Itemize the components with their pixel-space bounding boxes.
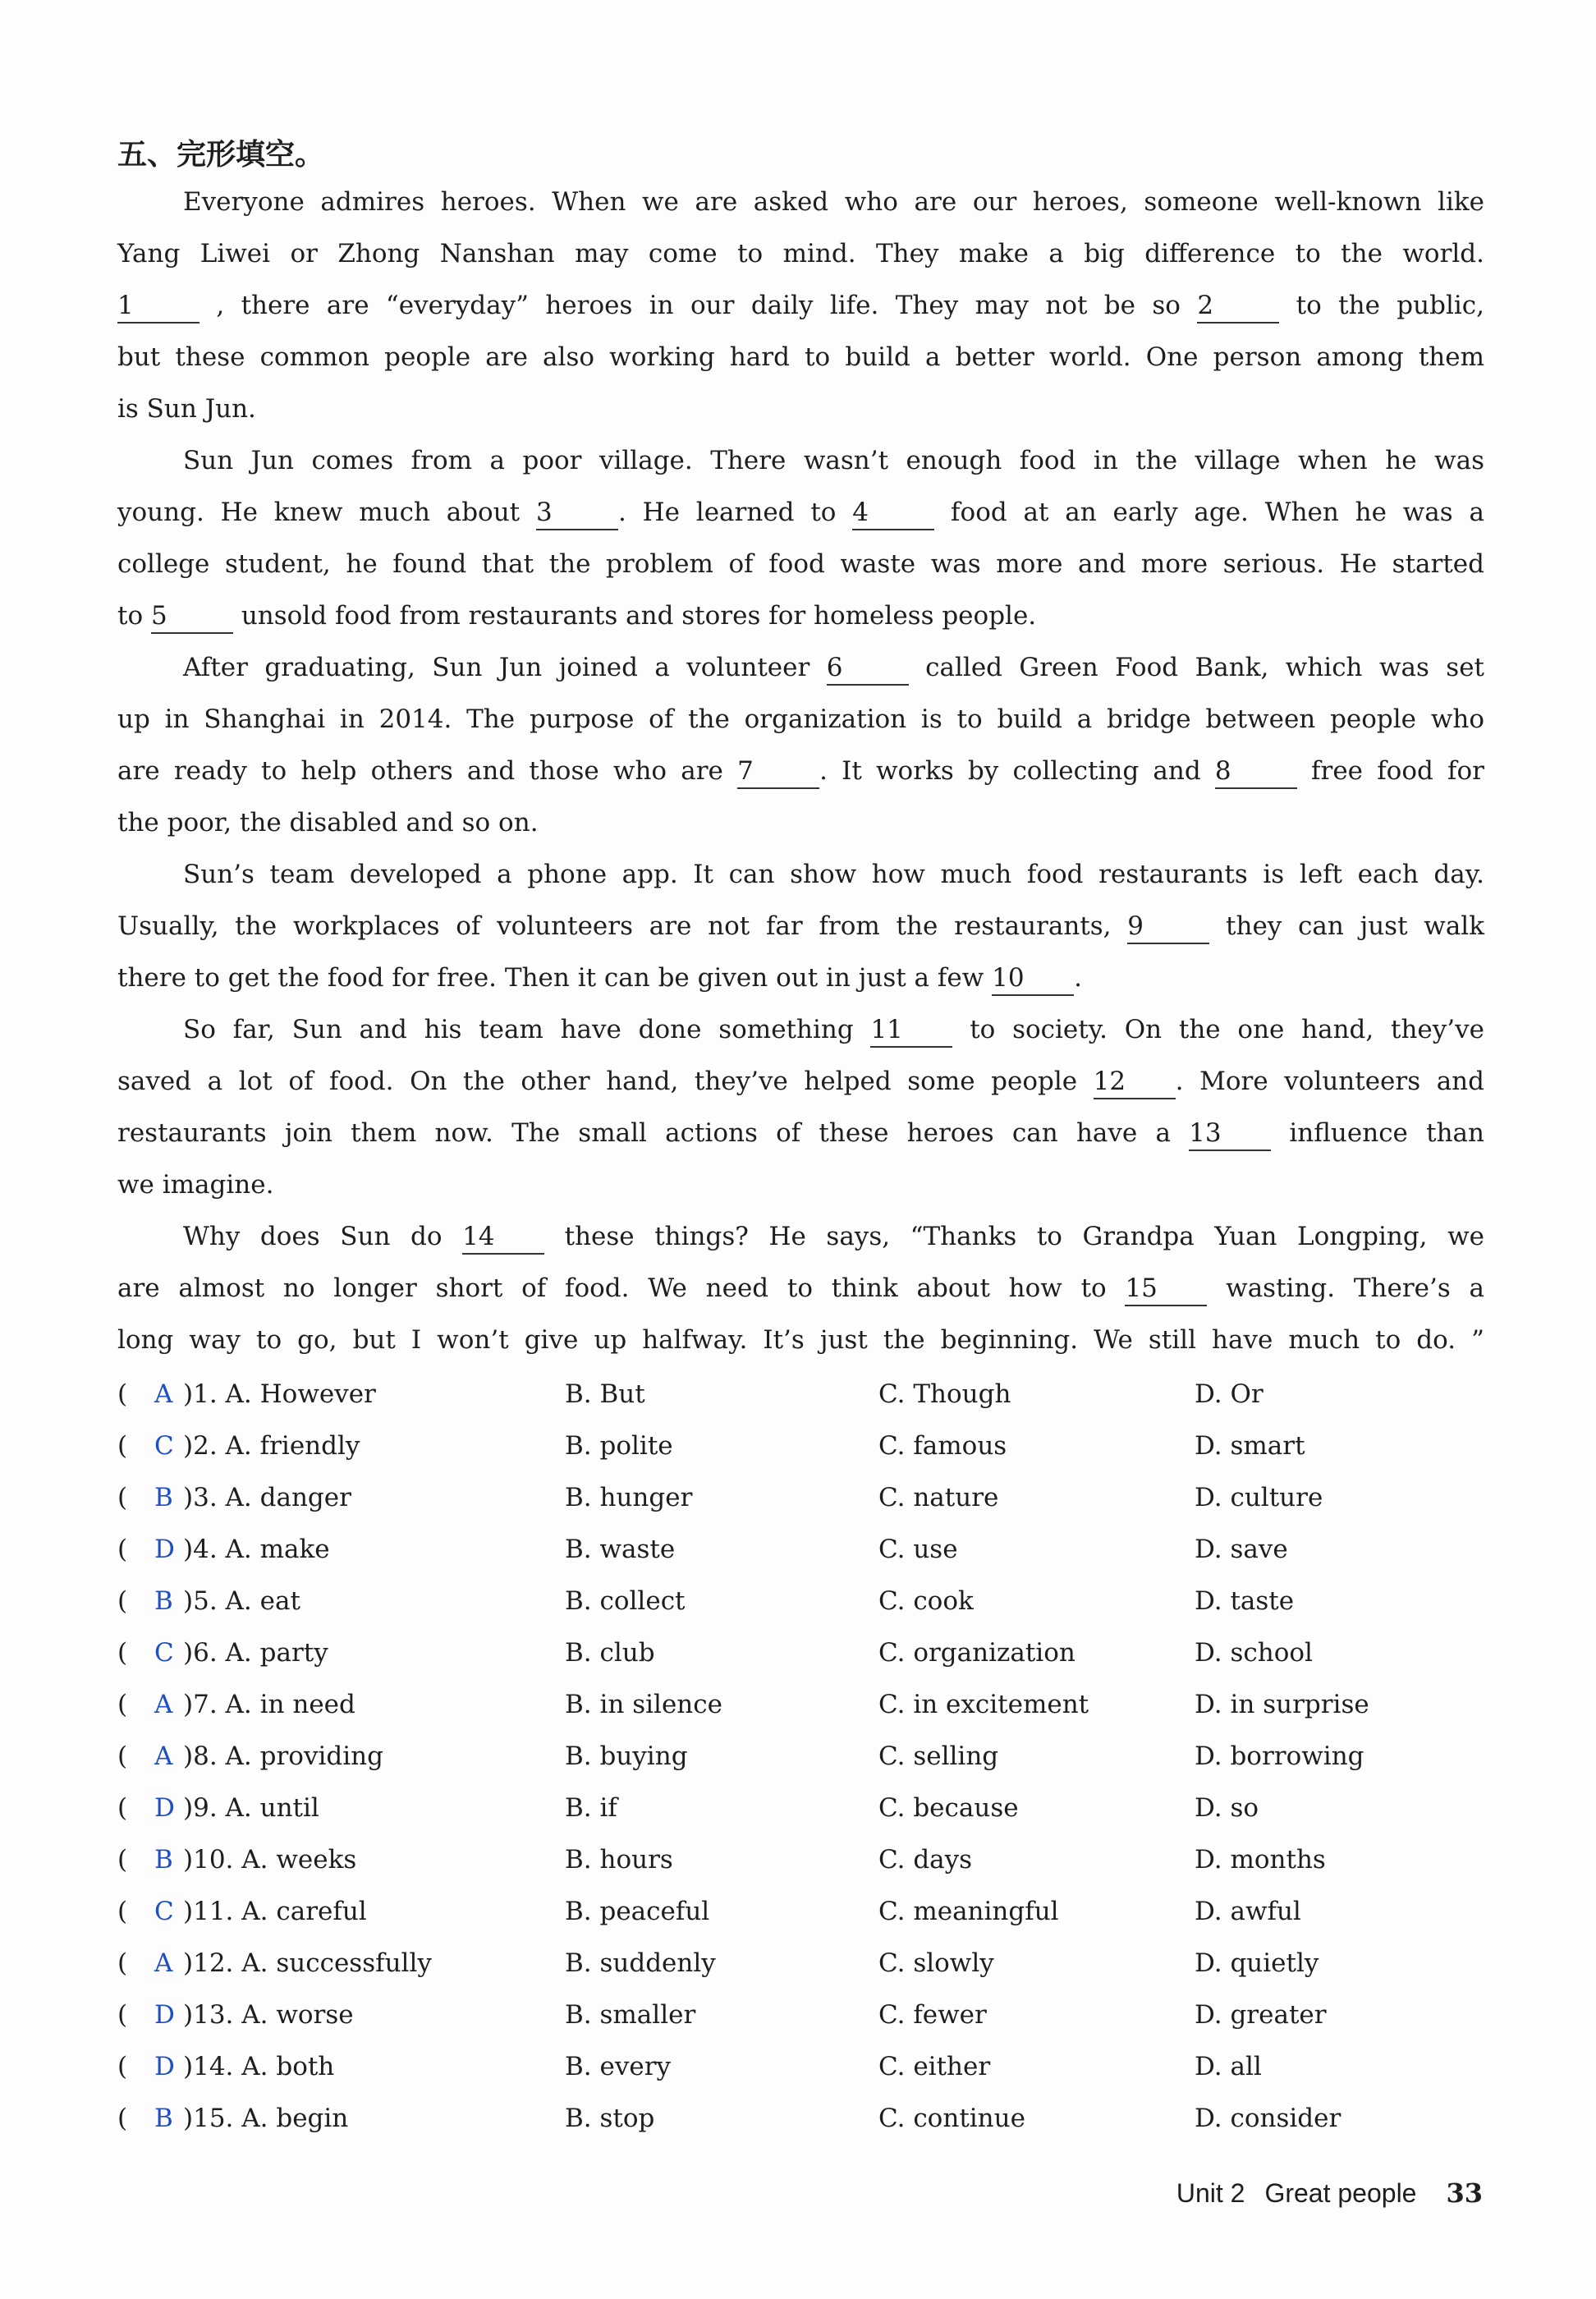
open-paren: ( bbox=[117, 2104, 128, 2133]
passage-line bbox=[117, 1004, 1484, 1056]
option-b: B. stop bbox=[565, 2104, 655, 2133]
passage-text: Why does Sun do bbox=[183, 1222, 463, 1251]
passage-line bbox=[117, 383, 1484, 435]
paragraph bbox=[117, 1004, 1484, 1211]
answer-letter: C bbox=[154, 1638, 174, 1668]
blank-13: 13 bbox=[1189, 1117, 1271, 1151]
open-paren: ( bbox=[117, 1741, 128, 1771]
option-b: B. suddenly bbox=[565, 1948, 716, 1978]
answer-letter: A bbox=[154, 1690, 173, 1719]
passage-text: there to get the food for free. Then it can be given out in just a few bbox=[117, 963, 993, 993]
answer-letter: A bbox=[154, 1948, 173, 1978]
option-d: D. months bbox=[1195, 1845, 1326, 1875]
passage-text: are ready to help others and those who are bbox=[117, 756, 738, 786]
option-d: D. awful bbox=[1195, 1897, 1301, 1926]
page-footer bbox=[1176, 2177, 1483, 2209]
option-b: B. polite bbox=[565, 1431, 673, 1461]
passage-text: wasting. There’s a bbox=[1207, 1273, 1484, 1303]
passage-text: Sun Jun comes from a poor village. There wasn’t enough food in the village when he was bbox=[183, 446, 1484, 475]
passage-text: long way to go, but I won’t give up halfway. It’s just the beginning. We still have much to do. ” bbox=[117, 1325, 1484, 1355]
open-paren: ( bbox=[117, 2000, 128, 2030]
paragraph bbox=[117, 435, 1484, 642]
option-d: D. taste bbox=[1195, 1586, 1295, 1616]
blank-12: 12 bbox=[1094, 1065, 1176, 1099]
option-c: C. organization bbox=[878, 1638, 1075, 1668]
answer-letter: D bbox=[154, 2000, 175, 2030]
passage-line bbox=[117, 539, 1484, 590]
answer-letter: B bbox=[154, 2104, 173, 2133]
passage-text: food at an early age. When he was a bbox=[934, 498, 1484, 527]
passage-text: After graduating, Sun Jun joined a volunteer bbox=[183, 653, 827, 682]
option-d: D. so bbox=[1195, 1793, 1259, 1823]
passage-text: to bbox=[117, 601, 151, 631]
blank-11: 11 bbox=[870, 1013, 952, 1048]
option-d: D. quietly bbox=[1195, 1948, 1319, 1978]
option-b: B. But bbox=[565, 1379, 645, 1409]
question-row bbox=[117, 1834, 1484, 1886]
answer-letter: A bbox=[154, 1379, 173, 1409]
passage-text: up in Shanghai in 2014. The purpose of the organization is to build a bridge between people who bbox=[117, 704, 1484, 734]
option-a: )6. A. party bbox=[183, 1638, 328, 1668]
blank-3: 3 bbox=[536, 496, 618, 530]
blank-8: 8 bbox=[1215, 755, 1297, 789]
open-paren: ( bbox=[117, 1793, 128, 1823]
option-d: D. borrowing bbox=[1195, 1741, 1364, 1771]
passage-text: saved a lot of food. On the other hand, they’ve helped some people bbox=[117, 1067, 1094, 1096]
passage-text: Sun’s team developed a phone app. It can show how much food restaurants is left each day. bbox=[183, 860, 1484, 889]
option-d: D. school bbox=[1195, 1638, 1313, 1668]
blank-9: 9 bbox=[1127, 910, 1209, 944]
option-a: )7. A. in need bbox=[183, 1690, 355, 1719]
passage-text: . More volunteers and bbox=[1175, 1067, 1484, 1096]
open-paren: ( bbox=[117, 1431, 128, 1461]
blank-14: 14 bbox=[462, 1220, 544, 1255]
passage-line bbox=[117, 797, 1484, 849]
option-d: D. consider bbox=[1195, 2104, 1341, 2133]
option-a: )11. A. careful bbox=[183, 1897, 367, 1926]
page-number: 33 bbox=[1446, 2177, 1483, 2209]
passage-text: So far, Sun and his team have done something bbox=[183, 1015, 871, 1044]
option-c: C. either bbox=[878, 2052, 991, 2081]
passage-text: free food for bbox=[1296, 756, 1484, 786]
passage-line bbox=[117, 746, 1484, 797]
passage-line bbox=[117, 1056, 1484, 1108]
open-paren: ( bbox=[117, 1586, 128, 1616]
passage-text: college student, he found that the problem of food waste was more and more serious. He started bbox=[117, 549, 1484, 579]
open-paren: ( bbox=[117, 1948, 128, 1978]
option-d: D. culture bbox=[1195, 1483, 1323, 1512]
blank-10: 10 bbox=[992, 961, 1074, 996]
paragraph bbox=[117, 177, 1484, 435]
open-paren: ( bbox=[117, 1897, 128, 1926]
question-row bbox=[117, 1369, 1484, 1420]
option-c: C. use bbox=[878, 1535, 958, 1564]
option-a: )15. A. begin bbox=[183, 2104, 349, 2133]
question-row bbox=[117, 2041, 1484, 2093]
passage-text: restaurants join them now. The small actions of these heroes can have a bbox=[117, 1118, 1190, 1148]
option-a: )14. A. both bbox=[183, 2052, 335, 2081]
passage-line bbox=[117, 177, 1484, 228]
option-c: C. slowly bbox=[878, 1948, 994, 1978]
option-d: D. smart bbox=[1195, 1431, 1305, 1461]
passage-line bbox=[117, 590, 1484, 642]
open-paren: ( bbox=[117, 1845, 128, 1875]
passage-line bbox=[117, 952, 1484, 1004]
option-c: C. famous bbox=[878, 1431, 1007, 1461]
option-b: B. smaller bbox=[565, 2000, 696, 2030]
open-paren: ( bbox=[117, 1483, 128, 1512]
question-row bbox=[117, 1472, 1484, 1524]
passage-line bbox=[117, 332, 1484, 383]
answer-letter: D bbox=[154, 1793, 175, 1823]
option-b: B. in silence bbox=[565, 1690, 722, 1719]
option-b: B. hunger bbox=[565, 1483, 693, 1512]
passage-line bbox=[117, 1315, 1484, 1366]
option-b: B. peaceful bbox=[565, 1897, 710, 1926]
passage-text: the poor, the disabled and so on. bbox=[117, 808, 539, 837]
option-c: C. cook bbox=[878, 1586, 974, 1616]
option-c: C. because bbox=[878, 1793, 1019, 1823]
question-row bbox=[117, 1576, 1484, 1627]
question-row bbox=[117, 1989, 1484, 2041]
option-c: C. fewer bbox=[878, 2000, 987, 2030]
open-paren: ( bbox=[117, 1690, 128, 1719]
footer-title: Great people bbox=[1264, 2178, 1417, 2208]
passage-text: . bbox=[1074, 963, 1082, 993]
question-row bbox=[117, 1938, 1484, 1989]
option-b: B. every bbox=[565, 2052, 672, 2081]
open-paren: ( bbox=[117, 1535, 128, 1564]
passage-line bbox=[117, 901, 1484, 952]
option-a: )12. A. successfully bbox=[183, 1948, 432, 1978]
open-paren: ( bbox=[117, 2052, 128, 2081]
option-a: )9. A. until bbox=[183, 1793, 319, 1823]
option-a: )13. A. worse bbox=[183, 2000, 354, 2030]
passage-line bbox=[117, 435, 1484, 487]
question-row bbox=[117, 1627, 1484, 1679]
question-row bbox=[117, 1731, 1484, 1783]
passage-text: we imagine. bbox=[117, 1170, 274, 1200]
answer-letter: B bbox=[154, 1845, 173, 1875]
question-row bbox=[117, 1420, 1484, 1472]
option-a: )1. A. However bbox=[183, 1379, 376, 1409]
blank-1: 1 bbox=[117, 289, 200, 324]
option-b: B. waste bbox=[565, 1535, 676, 1564]
question-row bbox=[117, 1679, 1484, 1731]
passage-text: unsold food from restaurants and stores for homeless people. bbox=[232, 601, 1037, 631]
blank-5: 5 bbox=[151, 599, 233, 634]
option-c: C. nature bbox=[878, 1483, 999, 1512]
question-row bbox=[117, 1783, 1484, 1834]
option-d: D. greater bbox=[1195, 2000, 1327, 2030]
passage-text: , there are “everyday” heroes in our daily life. They may not be so bbox=[200, 291, 1198, 320]
option-c: C. continue bbox=[878, 2104, 1025, 2133]
option-b: B. buying bbox=[565, 1741, 688, 1771]
answer-letter: A bbox=[154, 1741, 173, 1771]
passage-line bbox=[117, 642, 1484, 694]
option-b: B. hours bbox=[565, 1845, 673, 1875]
passage-text: . He learned to bbox=[617, 498, 853, 527]
answer-letter: B bbox=[154, 1586, 173, 1616]
passage-text: are almost no longer short of food. We need to think about how to bbox=[117, 1273, 1126, 1303]
question-row bbox=[117, 1886, 1484, 1938]
passage-text: they can just walk bbox=[1209, 911, 1484, 941]
answer-letter: C bbox=[154, 1431, 174, 1461]
cloze-passage bbox=[117, 177, 1484, 1366]
open-paren: ( bbox=[117, 1379, 128, 1409]
passage-text: young. He knew much about bbox=[117, 498, 536, 527]
passage-text: to the public, bbox=[1279, 291, 1485, 320]
option-a: )5. A. eat bbox=[183, 1586, 300, 1616]
blank-6: 6 bbox=[827, 651, 909, 686]
passage-line bbox=[117, 487, 1484, 539]
paragraph bbox=[117, 849, 1484, 1004]
passage-text: is Sun Jun. bbox=[117, 394, 256, 424]
footer-unit: Unit 2 bbox=[1176, 2178, 1245, 2208]
blank-4: 4 bbox=[852, 496, 934, 530]
passage-line bbox=[117, 228, 1484, 280]
option-c: C. Though bbox=[878, 1379, 1011, 1409]
option-b: B. collect bbox=[565, 1586, 686, 1616]
answer-letter: D bbox=[154, 2052, 175, 2081]
option-a: )2. A. friendly bbox=[183, 1431, 360, 1461]
paragraph bbox=[117, 642, 1484, 849]
option-c: C. selling bbox=[878, 1741, 999, 1771]
passage-text: these things? He says, “Thanks to Grandpa Yuan Longping, we bbox=[544, 1222, 1484, 1251]
blank-7: 7 bbox=[737, 755, 819, 789]
option-d: D. all bbox=[1195, 2052, 1262, 2081]
passage-text: called Green Food Bank, which was set bbox=[908, 653, 1485, 682]
blank-15: 15 bbox=[1125, 1272, 1207, 1306]
option-a: )8. A. providing bbox=[183, 1741, 383, 1771]
passage-text: Usually, the workplaces of volunteers are not far from the restaurants, bbox=[117, 911, 1128, 941]
option-c: C. meaningful bbox=[878, 1897, 1059, 1926]
blank-2: 2 bbox=[1197, 289, 1279, 324]
option-a: )4. A. make bbox=[183, 1535, 330, 1564]
answer-letter: B bbox=[154, 1483, 173, 1512]
option-d: D. in surprise bbox=[1195, 1690, 1369, 1719]
passage-text: influence than bbox=[1271, 1118, 1484, 1148]
question-options bbox=[117, 1369, 1484, 2145]
passage-line bbox=[117, 1159, 1484, 1211]
option-d: D. Or bbox=[1195, 1379, 1264, 1409]
question-row bbox=[117, 1524, 1484, 1576]
option-a: )3. A. danger bbox=[183, 1483, 351, 1512]
passage-line bbox=[117, 1211, 1484, 1263]
paragraph bbox=[117, 1211, 1484, 1366]
option-d: D. save bbox=[1195, 1535, 1288, 1564]
option-b: B. if bbox=[565, 1793, 617, 1823]
question-row bbox=[117, 2093, 1484, 2145]
passage-line bbox=[117, 280, 1484, 332]
answer-letter: D bbox=[154, 1535, 175, 1564]
passage-text: Everyone admires heroes. When we are asked who are our heroes, someone well-known like bbox=[183, 187, 1484, 217]
passage-text: Yang Liwei or Zhong Nanshan may come to mind. They make a big difference to the world. bbox=[117, 239, 1484, 268]
section-heading: 五、完形填空。 bbox=[117, 138, 325, 172]
answer-letter: C bbox=[154, 1897, 174, 1926]
option-c: C. in excitement bbox=[878, 1690, 1089, 1719]
option-b: B. club bbox=[565, 1638, 655, 1668]
option-c: C. days bbox=[878, 1845, 973, 1875]
passage-line bbox=[117, 849, 1484, 901]
passage-line bbox=[117, 694, 1484, 746]
option-a: )10. A. weeks bbox=[183, 1845, 357, 1875]
passage-text: to society. On the one hand, they’ve bbox=[952, 1015, 1484, 1044]
passage-line bbox=[117, 1263, 1484, 1315]
passage-line bbox=[117, 1108, 1484, 1159]
passage-text: but these common people are also working hard to build a better world. One person among them bbox=[117, 342, 1484, 372]
passage-text: . It works by collecting and bbox=[819, 756, 1215, 786]
open-paren: ( bbox=[117, 1638, 128, 1668]
